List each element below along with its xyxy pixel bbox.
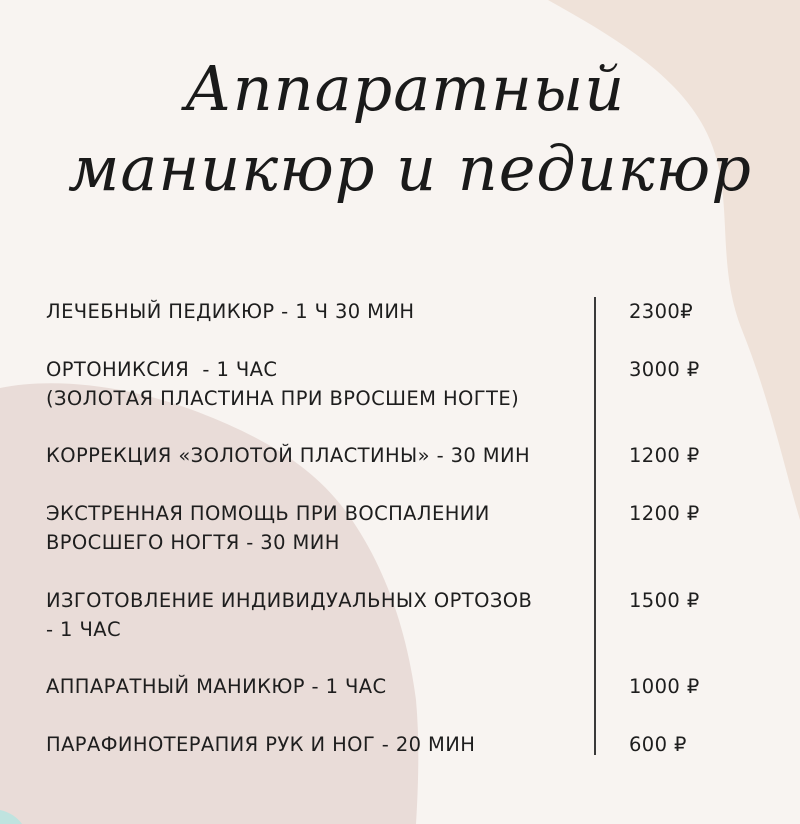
service-name: ПАРАФИНОТЕРАПИЯ РУК И НОГ - 20 МИН — [46, 733, 476, 756]
service-price: 2300₽ — [629, 300, 694, 323]
service-price: 1500 ₽ — [629, 589, 700, 612]
service-price: 1200 ₽ — [629, 444, 700, 467]
service-price: 1200 ₽ — [629, 502, 700, 525]
title-line-2: маникюр и педикюр — [68, 132, 752, 205]
service-name: ИЗГОТОВЛЕНИЕ ИНДИВИДУАЛЬНЫХ ОРТОЗОВ - 1 ЧАС — [46, 589, 533, 641]
service-name: ОРТОНИКСИЯ - 1 ЧАС (ЗОЛОТАЯ ПЛАСТИНА ПРИ ВРОСШЕМ НОГТЕ) — [46, 358, 520, 410]
service-name: ЭКСТРЕННАЯ ПОМОЩЬ ПРИ ВОСПАЛЕНИИ ВРОСШЕГО НОГТЯ - 30 МИН — [46, 502, 490, 554]
service-price: 3000 ₽ — [629, 358, 700, 381]
service-price: 1000 ₽ — [629, 675, 700, 698]
title-line-1: Аппаратный — [184, 52, 626, 125]
service-name: АППАРАТНЫЙ МАНИКЮР - 1 ЧАС — [46, 675, 387, 698]
column-divider — [594, 297, 596, 755]
service-price: 600 ₽ — [629, 733, 687, 756]
service-name: ЛЕЧЕБНЫЙ ПЕДИКЮР - 1 Ч 30 МИН — [46, 300, 415, 323]
service-name: КОРРЕКЦИЯ «ЗОЛОТОЙ ПЛАСТИНЫ» - 30 МИН — [46, 444, 531, 467]
